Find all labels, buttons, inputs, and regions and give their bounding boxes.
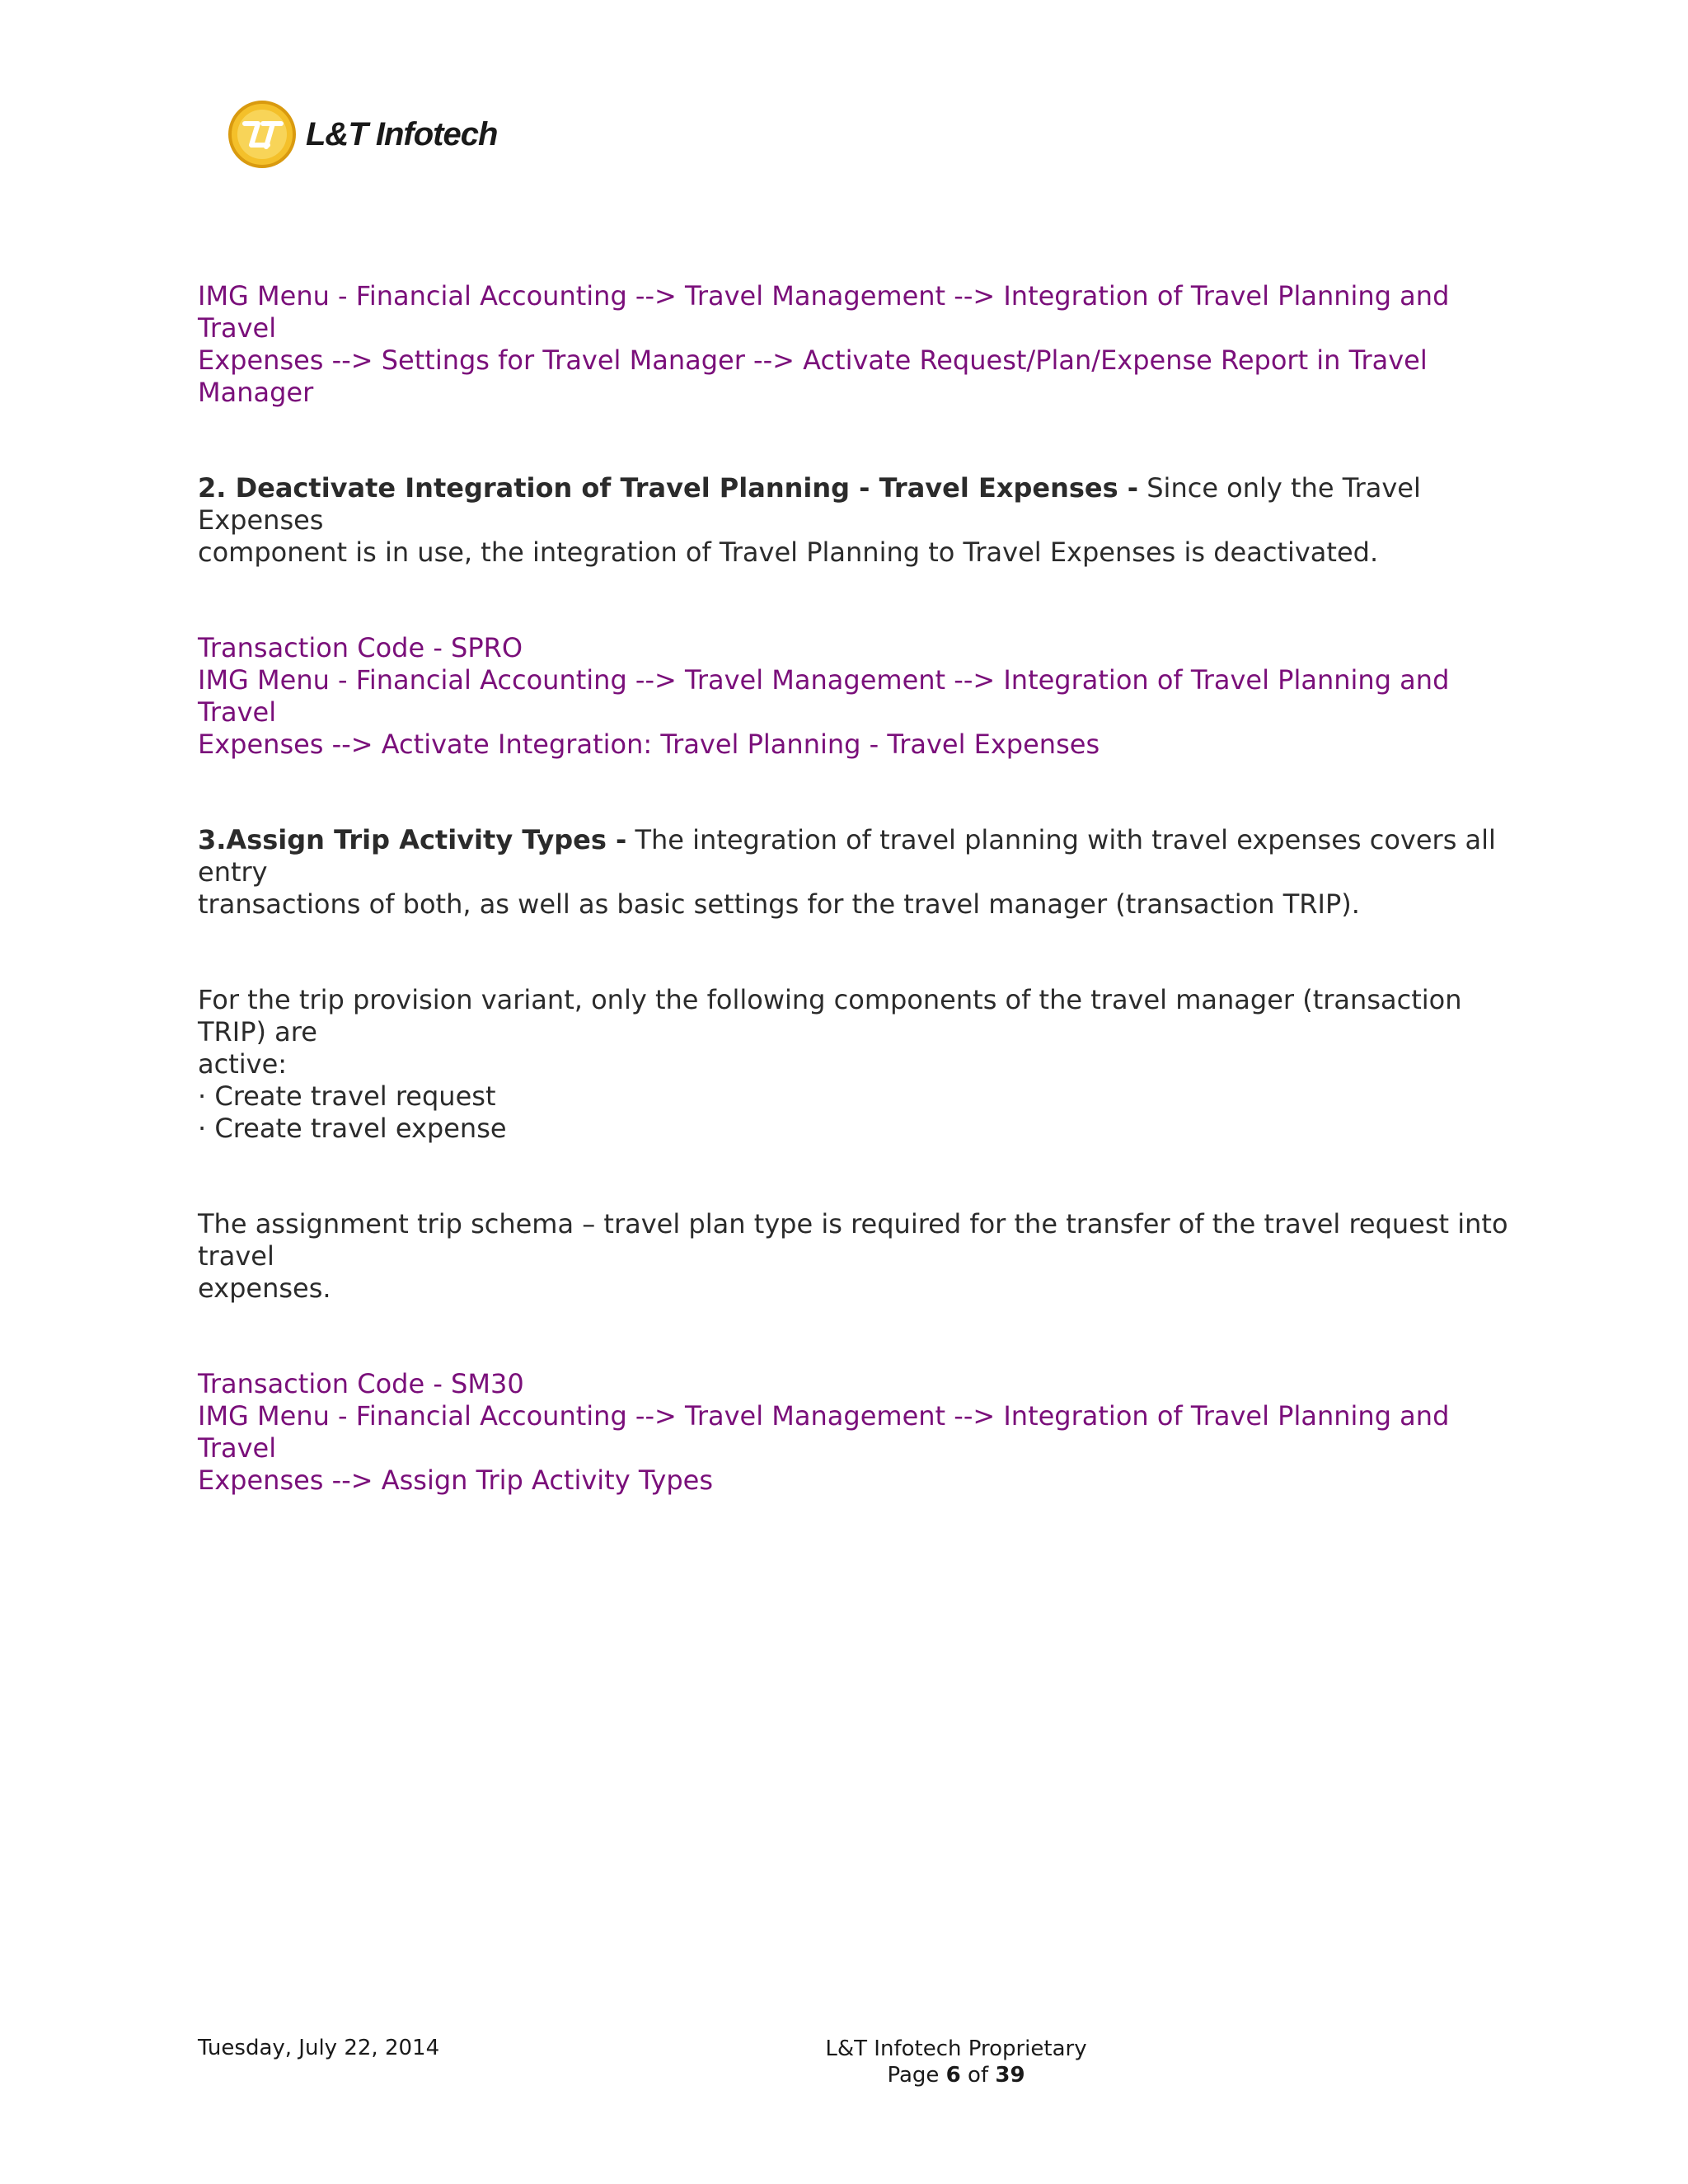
company-logo xyxy=(227,99,497,170)
section-2-paragraph: 2. Deactivate Integration of Travel Planning - Travel Expenses - Since only the Travel Expenses component is in use, the integration of Travel Planning to Travel Expenses is deactivated. xyxy=(198,472,1421,568)
footer-center xyxy=(791,2036,1121,2088)
logo-text: L&T Infotech xyxy=(306,115,498,152)
footer-proprietary: L&T Infotech Proprietary xyxy=(825,2036,1087,2061)
section-2-title: 2. Deactivate Integration of Travel Planning - Travel Expenses - xyxy=(198,472,1139,504)
img-menu-path-2: Transaction Code - SPRO IMG Menu - Financial Accounting --> Travel Management --> Integration of Travel Planning and Travel Expenses --> Activate Integration: Travel Planning - Travel Expenses xyxy=(198,632,1450,760)
footer-date: Tuesday, July 22, 2014 xyxy=(198,2036,440,2060)
assignment-paragraph: The assignment trip schema – travel plan type is required for the transfer of the travel request into travel expenses. xyxy=(198,1208,1508,1304)
bullet-create-travel-expense: · Create travel expense xyxy=(198,1113,507,1144)
img-menu-path-3: Transaction Code - SM30 IMG Menu - Financial Accounting --> Travel Management --> Integration of Travel Planning and Travel Expenses --> Assign Trip Activity Types xyxy=(198,1368,1450,1496)
img-menu-path-1: IMG Menu - Financial Accounting --> Travel Management --> Integration of Travel Planning and Travel Expenses --> Settings for Travel Manager --> Activate Request/Plan/Expense Report in Travel Manager xyxy=(198,280,1450,408)
trip-provision-paragraph: For the trip provision variant, only the following components of the travel manager (transaction TRIP) are active: · Create travel request · Create travel expense xyxy=(198,984,1462,1144)
transaction-code-sm30: Transaction Code - SM30 xyxy=(198,1368,524,1399)
bullet-create-travel-request: · Create travel request xyxy=(198,1080,496,1112)
section-3-paragraph: 3.Assign Trip Activity Types - The integration of travel planning with travel expenses covers all entry transactions of both, as well as basic settings for the travel manager (transaction TRIP). xyxy=(198,824,1496,920)
lt-logo-icon xyxy=(227,99,298,170)
page-number: Page 6 of 39 xyxy=(887,2063,1025,2088)
document-body xyxy=(198,280,1517,1497)
section-3-title: 3.Assign Trip Activity Types - xyxy=(198,824,627,855)
transaction-code-spro: Transaction Code - SPRO xyxy=(198,632,523,663)
